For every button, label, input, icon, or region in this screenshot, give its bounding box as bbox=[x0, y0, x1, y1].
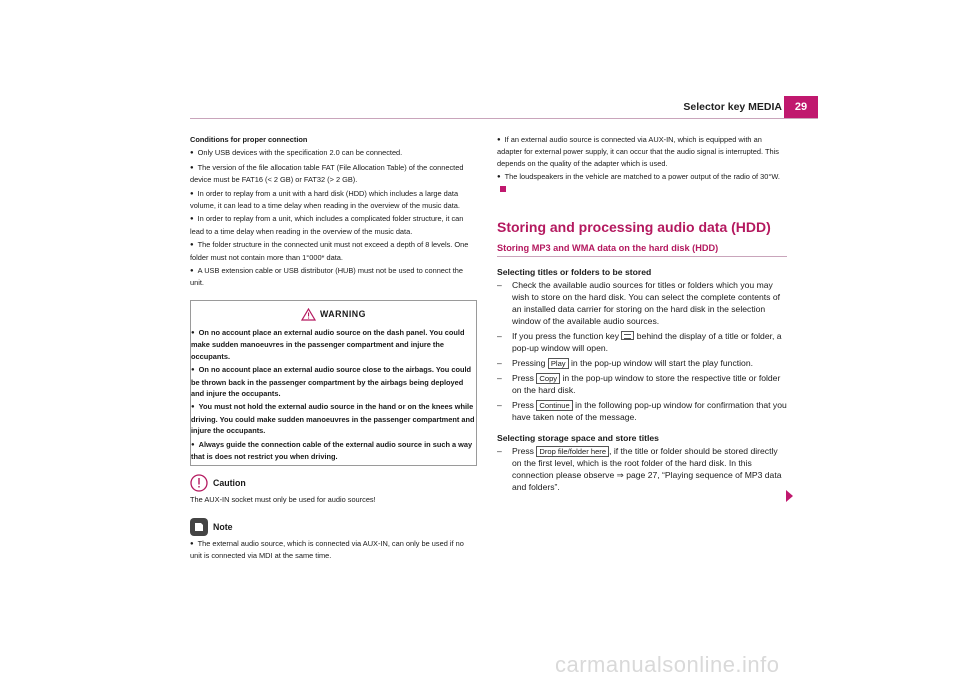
note-text: ● The external audio source, which is connected via AUX-IN, can only be used if no unit is connected via MDI at the same time. bbox=[190, 538, 477, 562]
instruction-step: – Check the available audio sources for titles or folders which you may wish to store on the hard disk. You can select the complete contents of an installed data carrier for storing on the hard disk in the selection window of the available audio sources. bbox=[497, 280, 781, 327]
right-column bbox=[497, 134, 787, 496]
aux-bullet: ● If an external audio source is connected via AUX-IN, which is equipped with an adapter for external power supply, it can occur that the audio signal is interrupted. This depends on the quality of the adapter which is used. bbox=[497, 134, 787, 169]
play-key: Play bbox=[548, 358, 569, 369]
instruction-step: – Pressing Play in the pop-up window will start the play function. bbox=[497, 358, 754, 369]
warning-title: WARNING bbox=[319, 309, 366, 320]
condition-item: ● The folder structure in the connected unit must not exceed a depth of 8 levels. One folder must not contain more than 1°000* data. bbox=[190, 239, 477, 263]
instruction-step: – Press Continue in the following pop-up window for confirmation that you have taken note of the message. bbox=[497, 400, 787, 423]
note-title: Note bbox=[213, 521, 233, 532]
warning-triangle-icon bbox=[301, 308, 316, 321]
subsection-title: Storing MP3 and WMA data on the hard disk (HDD) bbox=[497, 243, 787, 257]
condition-item: ● Only USB devices with the specification 2.0 can be connected. bbox=[190, 147, 477, 159]
condition-item: ● In order to replay from a unit, which includes a complicated folder structure, it can lead to a time delay when reading in the overview of the music data. bbox=[190, 213, 477, 237]
section-end-mark bbox=[500, 186, 506, 192]
instruction-step: – If you press the function key behind the display of a title or folder, a pop-up window will open. bbox=[497, 331, 782, 354]
aux-bullet-text: The loudspeakers in the vehicle are matched to a power output of the radio of 30°W. bbox=[504, 172, 780, 182]
drop-file-folder-key: Drop file/folder here bbox=[536, 446, 609, 457]
warning-item: ● You must not hold the external audio source in the hand or on the knees while driving. You could make sudden manoeuvres in the passenger compartment and injure the occupants. bbox=[191, 401, 476, 436]
copy-key: Copy bbox=[536, 373, 560, 384]
caution-icon bbox=[190, 474, 208, 492]
function-key-icon bbox=[621, 331, 634, 340]
caution-title: Caution bbox=[213, 478, 246, 489]
note-icon bbox=[190, 518, 208, 536]
storage-title: Selecting storage space and store titles bbox=[497, 433, 659, 444]
continue-key: Continue bbox=[536, 400, 572, 411]
instruction-step: – Press Drop file/folder here , if the title or folder should be stored directly on the first level, which is the root folder of the hard disk. In this connection please observe ⇒ page 27, “Playing sequence of MP3 data and folders”. bbox=[497, 446, 782, 493]
condition-item: ● A USB extension cable or USB distributor (HUB) must not be used to connect the unit. bbox=[190, 265, 477, 289]
condition-item: ● The version of the file allocation table FAT (File Allocation Table) of the connected device must be FAT16 (< 2 GB) or FAT32 (> 2 GB). bbox=[190, 162, 477, 186]
warning-header bbox=[191, 308, 476, 321]
page-number-badge: 29 bbox=[784, 96, 818, 118]
header-rule bbox=[190, 118, 818, 119]
note-header bbox=[190, 518, 477, 536]
left-column bbox=[190, 134, 477, 562]
conditions-title: Conditions for proper connection bbox=[190, 135, 308, 144]
instruction-step: – Press Copy in the pop-up window to store the respective title or folder on the hard disk. bbox=[497, 373, 781, 396]
aux-bullet bbox=[497, 171, 787, 195]
warning-box bbox=[190, 300, 477, 466]
next-page-arrow-icon bbox=[786, 490, 793, 502]
watermark: carmanualsonline.info bbox=[555, 652, 780, 677]
section-title: Storing and processing audio data (HDD) bbox=[497, 219, 771, 236]
warning-item: ● On no account place an external audio source on the dash panel. You could make sudden manoeuvres in the passenger compartment and injure the occupants. bbox=[191, 327, 476, 362]
selecting-title: Selecting titles or folders to be stored bbox=[497, 267, 652, 278]
warning-item: ● Always guide the connection cable of the external audio source in such a way that is does not restrict you when driving. bbox=[191, 439, 476, 463]
condition-item: ● In order to replay from a unit with a hard disk (HDD) which includes a large data volume, it can lead to a time delay when reading in the overview of the music data. bbox=[190, 188, 477, 212]
caution-header bbox=[190, 474, 477, 492]
caution-text: The AUX-IN socket must only be used for audio sources! bbox=[190, 495, 376, 505]
warning-item: ● On no account place an external audio source close to the airbags. You could be thrown back in the passenger compartment by the airbags being deployed and injure the occupants. bbox=[191, 364, 476, 399]
running-header-title: Selector key MEDIA bbox=[683, 101, 782, 113]
